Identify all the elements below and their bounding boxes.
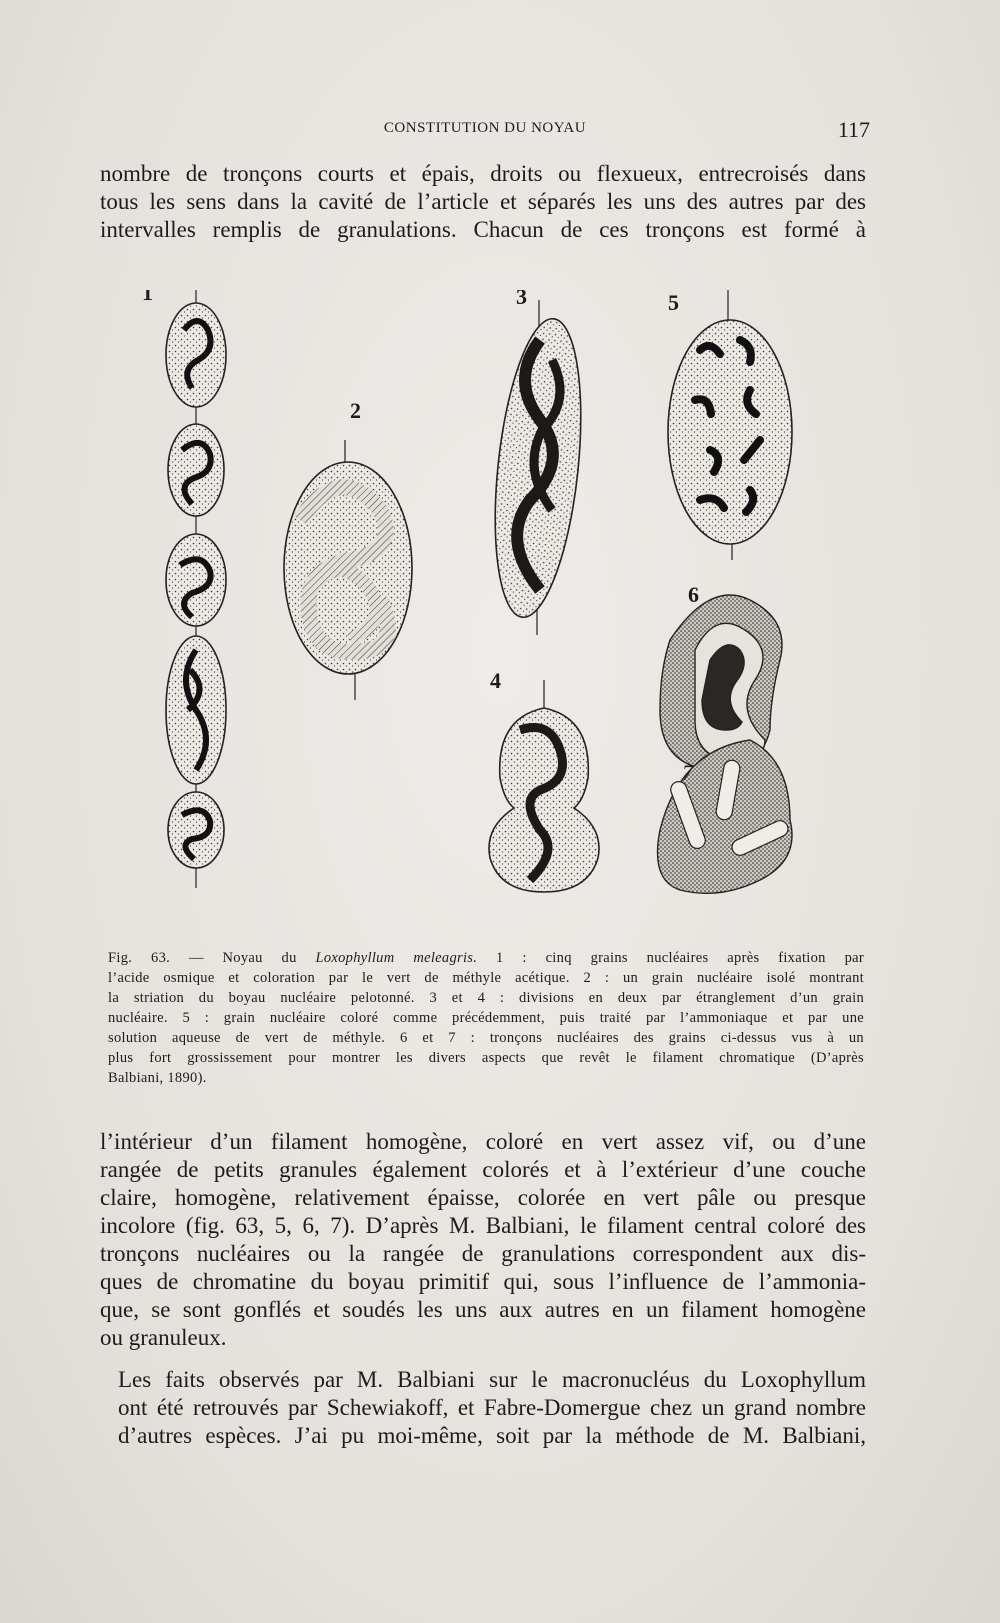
fig-label-3: 3	[516, 290, 527, 309]
page-number: 117	[837, 117, 870, 142]
drawing-4	[489, 680, 599, 892]
paragraph-b	[100, 1366, 866, 1450]
text-line: tronçons nucléaires ou la rangée de granulations correspondent aux dis-	[100, 1241, 866, 1266]
text-line: rangée de petits granules également colorés et à l’extérieur d’une couche	[100, 1157, 866, 1182]
text-line: l’intérieur d’un filament homogène, coloré en vert assez vif, ou d’une	[100, 1129, 866, 1154]
caption-species: Loxophyllum meleagris.	[315, 950, 478, 966]
figure-caption	[108, 948, 864, 1088]
fig-label-5: 5	[668, 290, 679, 315]
drawing-6	[660, 595, 782, 770]
chapter-title: CONSTITUTION DU NOYAU	[383, 120, 587, 136]
caption-line: Balbiani, 1890).	[108, 1070, 207, 1086]
figure-63	[120, 290, 840, 930]
fig-label-6: 6	[688, 582, 699, 607]
text-line: nombre de tronçons courts et épais, droits ou flexueux, entrecroisés dans	[100, 161, 866, 186]
text-line: tous les sens dans la cavité de l’article et séparés les uns des autres par des	[100, 189, 866, 214]
fig-label-2: 2	[350, 398, 361, 423]
fig-label-7: 7	[682, 760, 693, 785]
caption-line: la striation du boyau nucléaire pelotonné. 3 et 4 : divisions en deux par étranglement d’un grain	[108, 990, 864, 1006]
caption-prefix: Fig. 63. — Noyau du	[108, 950, 316, 966]
text-line: incolore (fig. 63, 5, 6, 7). D’après M. Balbiani, le filament central coloré des	[100, 1213, 866, 1238]
caption-line: l’acide osmique et coloration par le vert de méthyle acétique. 2 : un grain nucléaire isolé montrant	[108, 970, 864, 986]
drawing-2	[284, 440, 412, 700]
fig-label-1: 1	[142, 290, 153, 305]
drawing-5	[668, 290, 792, 560]
figure-drawing	[120, 290, 840, 930]
caption-line: nucléaire. 5 : grain nucléaire coloré comme précédemment, puis traité par l’ammoniaque et par une	[108, 1010, 864, 1026]
text-line: intervalles remplis de granulations. Chacun de ces tronçons est formé à	[100, 217, 866, 242]
caption-line: plus fort grossissement pour montrer les divers aspects que revêt le filament chromatique (D’après	[108, 1050, 864, 1066]
drawing-7	[658, 740, 793, 893]
top-paragraph	[100, 160, 866, 244]
text-line: que, se sont gonflés et soudés les uns aux autres en un filament homogène	[100, 1297, 866, 1322]
caption-line	[108, 948, 864, 968]
drawing-1	[166, 290, 226, 888]
drawing-3	[483, 300, 594, 635]
text-line: ques de chromatine du boyau primitif qui, sous l’influence de l’ammonia-	[100, 1269, 866, 1294]
text-line: d’autres espèces. J’ai pu moi-même, soit par la méthode de M. Balbiani,	[118, 1423, 866, 1448]
fig-label-4: 4	[490, 668, 501, 693]
text-line: Les faits observés par M. Balbiani sur le macronucléus du Loxophyllum	[118, 1367, 866, 1392]
text-line: claire, homogène, relativement épaisse, colorée en vert pâle ou presque	[100, 1185, 866, 1210]
running-head	[100, 117, 870, 144]
text-line: ont été retrouvés par Schewiakoff, et Fabre-Domergue chez un grand nombre	[118, 1395, 866, 1420]
caption-line1-rest: 1 : cinq grains nucléaires après fixation par	[477, 950, 864, 966]
text-line: ou granuleux.	[100, 1325, 227, 1350]
paragraph-a	[100, 1128, 866, 1352]
caption-line: solution aqueuse de vert de méthyle. 6 et 7 : tronçons nucléaires des grains ci-dessus vus à un	[108, 1030, 864, 1046]
